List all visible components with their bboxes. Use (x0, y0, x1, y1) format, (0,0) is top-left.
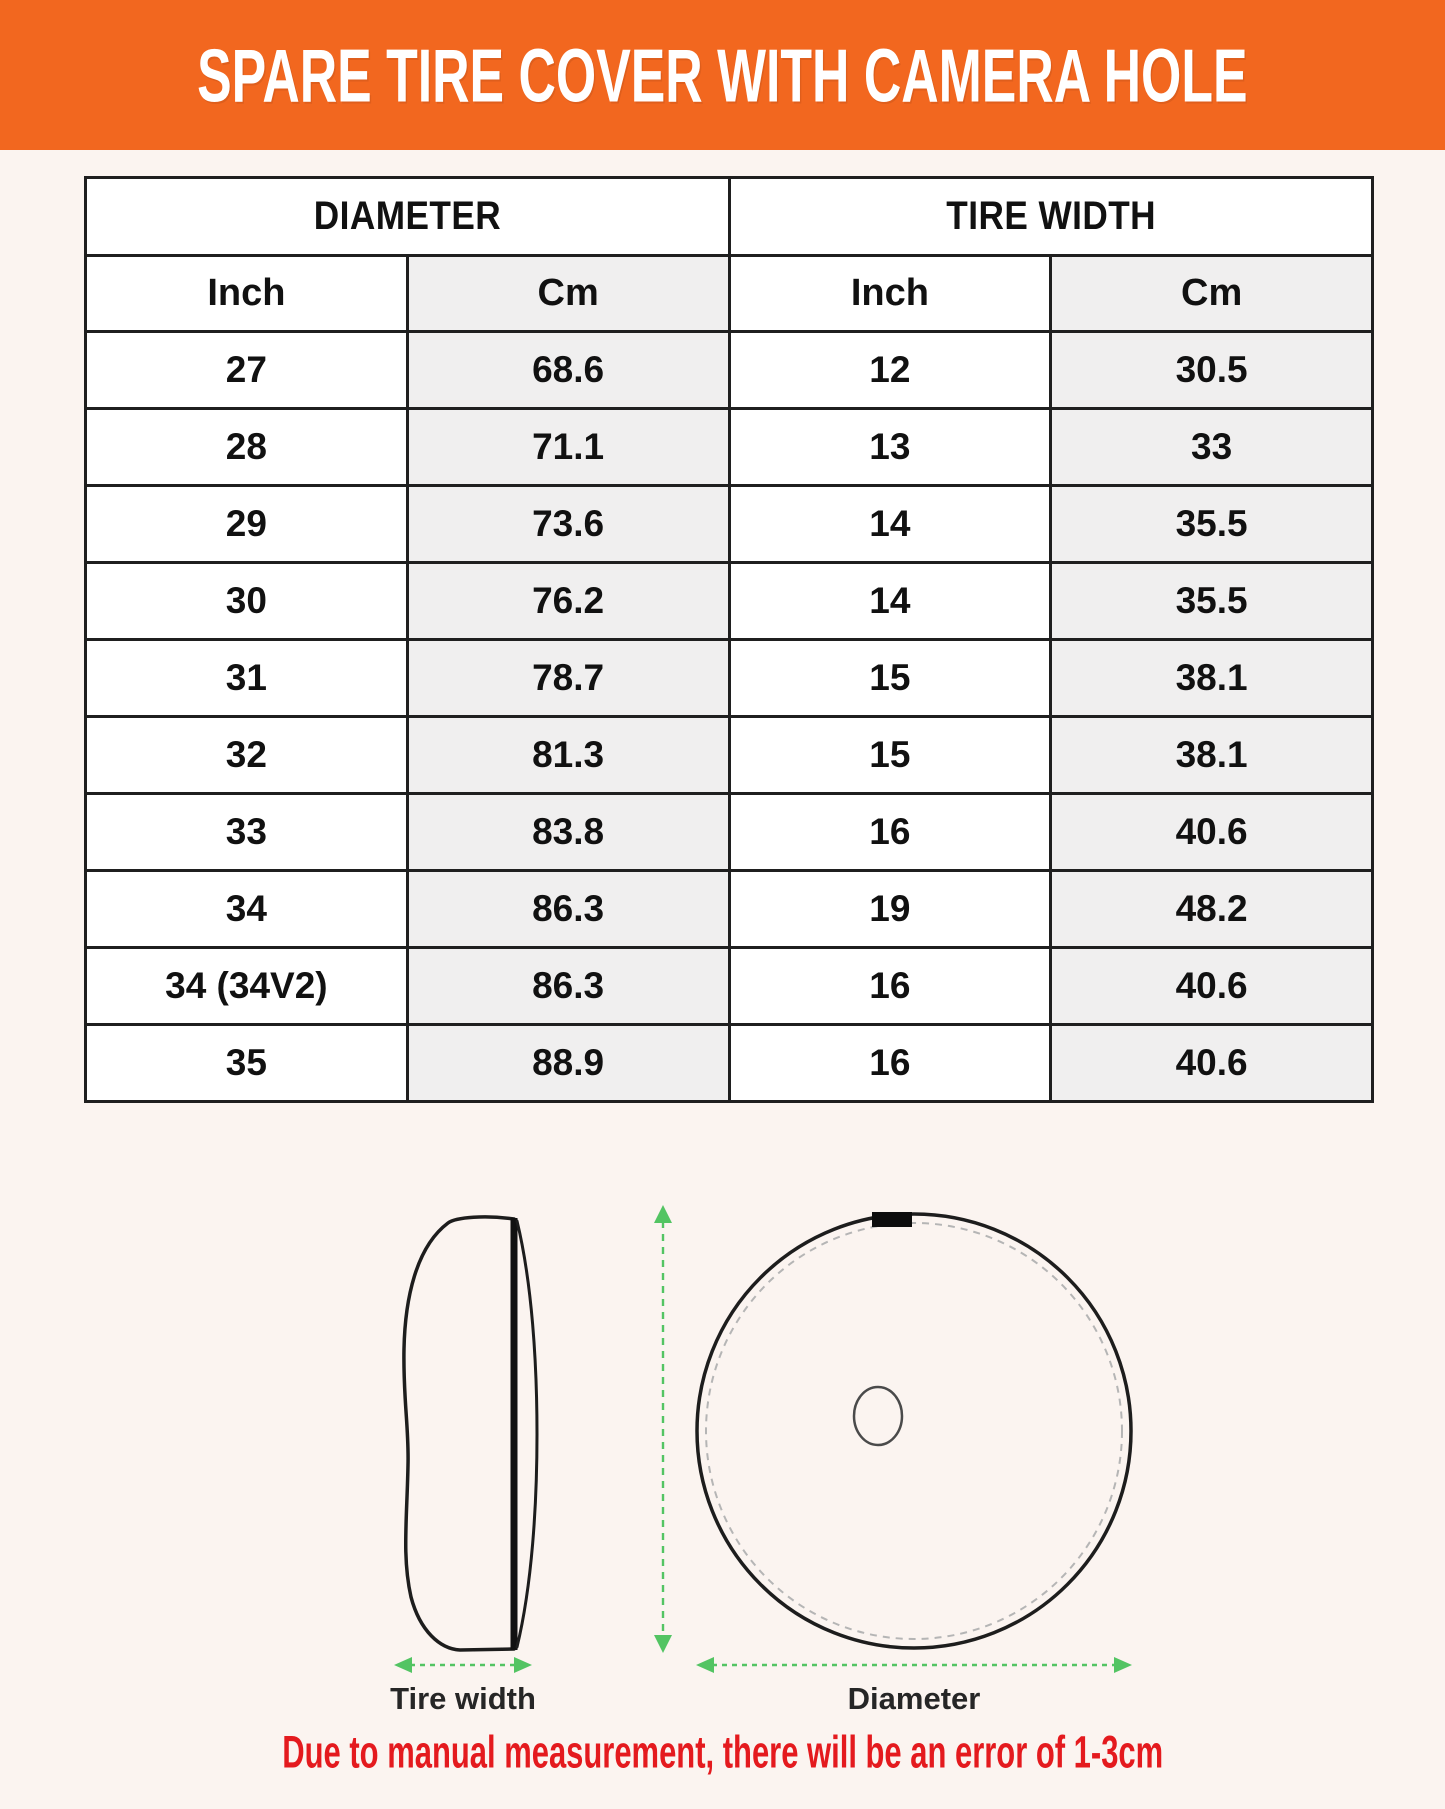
cm-value-cell: 48.2 (1051, 871, 1373, 948)
banner (0, 0, 1445, 150)
cm-value-cell: 33 (1051, 409, 1373, 486)
cm-value-cell: 40.6 (1051, 948, 1373, 1025)
cm-value-cell: 30.5 (1051, 332, 1373, 409)
cm-value-cell: 76.2 (407, 563, 729, 640)
table-row (86, 871, 1373, 948)
inch-value-cell: 15 (729, 717, 1051, 794)
diameter-inch-header: Inch (86, 256, 408, 332)
inch-value-cell: 16 (729, 1025, 1051, 1102)
inch-value-cell: 32 (86, 717, 408, 794)
width-cm-header: Cm (1051, 256, 1373, 332)
cm-value-cell: 68.6 (407, 332, 729, 409)
cm-value-cell: 35.5 (1051, 486, 1373, 563)
cm-value-cell: 38.1 (1051, 640, 1373, 717)
table-row (86, 640, 1373, 717)
tire-side-view-diagram (398, 1213, 540, 1655)
group-header-row (86, 178, 1373, 256)
inch-value-cell: 15 (729, 640, 1051, 717)
inch-value-cell: 34 (34V2) (86, 948, 408, 1025)
cm-value-cell: 40.6 (1051, 1025, 1373, 1102)
size-table (84, 176, 1374, 1103)
inch-value-cell: 14 (729, 486, 1051, 563)
camera-hole (854, 1387, 902, 1445)
inch-value-cell: 14 (729, 563, 1051, 640)
inch-value-cell: 19 (729, 871, 1051, 948)
tire-front-view-diagram (694, 1211, 1134, 1651)
inch-value-cell: 34 (86, 871, 408, 948)
diameter-arrow (694, 1654, 1134, 1676)
inch-value-cell: 27 (86, 332, 408, 409)
inch-value-cell: 12 (729, 332, 1051, 409)
cm-value-cell: 38.1 (1051, 717, 1373, 794)
inch-value-cell: 29 (86, 486, 408, 563)
table-row (86, 1025, 1373, 1102)
cm-value-cell: 88.9 (407, 1025, 729, 1102)
diameter-label: Diameter (847, 1681, 981, 1716)
cm-value-cell: 83.8 (407, 794, 729, 871)
inch-value-cell: 30 (86, 563, 408, 640)
table-row (86, 717, 1373, 794)
table-row (86, 948, 1373, 1025)
table-row (86, 409, 1373, 486)
tire-width-arrow (392, 1654, 534, 1676)
cm-value-cell: 71.1 (407, 409, 729, 486)
inch-value-cell: 35 (86, 1025, 408, 1102)
inch-value-cell: 28 (86, 409, 408, 486)
inch-value-cell: 16 (729, 794, 1051, 871)
cm-value-cell: 86.3 (407, 871, 729, 948)
cm-value-cell: 78.7 (407, 640, 729, 717)
size-table-body (86, 332, 1373, 1102)
tire-width-group-header: TIRE WIDTH (729, 178, 1373, 256)
measurement-note: Due to manual measurement, there will be an error of 1-3cm (282, 1727, 1163, 1779)
page-title: SPARE TIRE COVER WITH CAMERA HOLE (197, 32, 1248, 118)
diameter-vertical-arrow (650, 1203, 676, 1655)
cm-value-cell: 40.6 (1051, 794, 1373, 871)
table-row (86, 332, 1373, 409)
inch-value-cell: 31 (86, 640, 408, 717)
column-header-row (86, 256, 1373, 332)
cm-value-cell: 86.3 (407, 948, 729, 1025)
diameter-group-header: DIAMETER (86, 178, 730, 256)
seam-dashed-ring (706, 1223, 1122, 1639)
table-row (86, 794, 1373, 871)
diameter-cm-header: Cm (407, 256, 729, 332)
table-row (86, 486, 1373, 563)
inch-value-cell: 16 (729, 948, 1051, 1025)
cm-value-cell: 81.3 (407, 717, 729, 794)
inch-value-cell: 13 (729, 409, 1051, 486)
tire-width-label: Tire width (390, 1681, 536, 1716)
table-row (86, 563, 1373, 640)
inch-value-cell: 33 (86, 794, 408, 871)
width-inch-header: Inch (729, 256, 1051, 332)
valve-marker (872, 1212, 912, 1227)
cm-value-cell: 73.6 (407, 486, 729, 563)
cm-value-cell: 35.5 (1051, 563, 1373, 640)
